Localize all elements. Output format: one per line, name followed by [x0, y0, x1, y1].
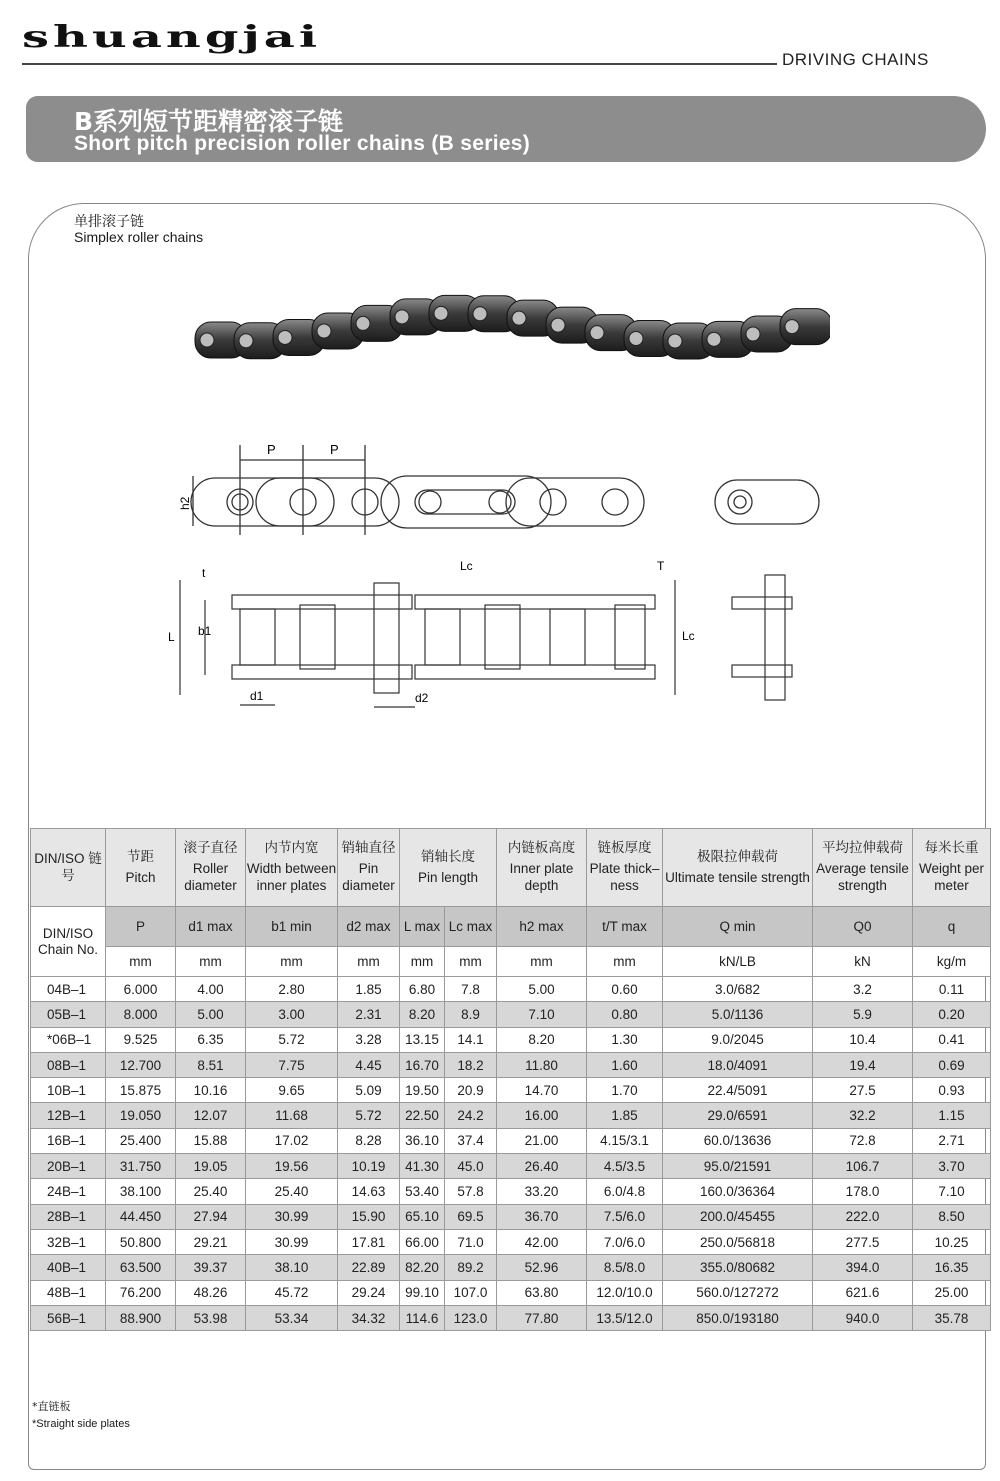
value-cell: 39.37: [176, 1255, 246, 1280]
section-title-cn: 单排滚子链: [74, 214, 144, 230]
unit-4: mm: [400, 947, 445, 977]
chain-pin: [707, 332, 721, 346]
value-cell: 2.80: [246, 977, 338, 1002]
value-cell: 107.0: [445, 1280, 497, 1305]
value-cell: 6.80: [400, 977, 445, 1002]
chain-pin: [746, 327, 760, 341]
value-cell: 19.050: [106, 1103, 176, 1128]
value-cell: 63.500: [106, 1255, 176, 1280]
value-cell: 15.875: [106, 1078, 176, 1103]
col-header-5: [400, 829, 497, 907]
table-row: [31, 1305, 991, 1330]
value-cell: 0.80: [587, 1002, 663, 1027]
value-cell: 5.00: [176, 1002, 246, 1027]
unit-5: mm: [445, 947, 497, 977]
col-header-cn: 极限拉伸载荷: [697, 848, 779, 865]
value-cell: 29.21: [176, 1229, 246, 1254]
label-Lc: Lc: [460, 559, 473, 573]
value-cell: 18.0/4091: [663, 1052, 813, 1077]
value-cell: 25.40: [176, 1179, 246, 1204]
value-cell: 560.0/127272: [663, 1280, 813, 1305]
value-cell: 7.5/6.0: [587, 1204, 663, 1229]
table-row: [31, 1204, 991, 1229]
unit-9: kN: [813, 947, 913, 977]
unit-10: kg/m: [913, 947, 991, 977]
col-header-cn: 链板厚度: [597, 840, 652, 857]
value-cell: 9.0/2045: [663, 1027, 813, 1052]
value-cell: 45.0: [445, 1154, 497, 1179]
header-row-units: [31, 947, 991, 977]
value-cell: 95.0/21591: [663, 1154, 813, 1179]
banner-title-en: Short pitch precision roller chains (B series): [74, 132, 531, 155]
label-p-2: P: [330, 442, 339, 457]
value-cell: 99.10: [400, 1280, 445, 1305]
value-cell: 53.34: [246, 1305, 338, 1330]
col-header-cn: 销轴直径: [341, 840, 396, 857]
value-cell: 21.00: [497, 1128, 587, 1153]
value-cell: 3.28: [338, 1027, 400, 1052]
banner-title-cn: B系列短节距精密滚子链: [74, 107, 344, 136]
value-cell: 19.4: [813, 1052, 913, 1077]
value-cell: 6.35: [176, 1027, 246, 1052]
value-cell: 42.00: [497, 1229, 587, 1254]
value-cell: 10.16: [176, 1078, 246, 1103]
value-cell: 88.900: [106, 1305, 176, 1330]
chain-pin: [395, 310, 409, 324]
value-cell: 14.1: [445, 1027, 497, 1052]
value-cell: 2.71: [913, 1128, 991, 1153]
col-header-en: Weight per meter: [918, 861, 985, 893]
chain-pin: [317, 324, 331, 338]
col-header-en: Ultimate tensile strength: [665, 869, 810, 885]
chain-no-cell: 16B–1: [31, 1128, 106, 1153]
col-header-en: Pin length: [417, 869, 479, 885]
value-cell: 1.85: [338, 977, 400, 1002]
col-header-1: [106, 829, 176, 907]
col-header-2: [176, 829, 246, 907]
label-p-1: P: [267, 442, 276, 457]
value-cell: 24.2: [445, 1103, 497, 1128]
value-cell: 9.525: [106, 1027, 176, 1052]
value-cell: 114.6: [400, 1305, 445, 1330]
value-cell: 25.400: [106, 1128, 176, 1153]
col-header-cn: 节距: [127, 848, 154, 865]
table-body: [31, 977, 991, 1331]
value-cell: 30.99: [246, 1204, 338, 1229]
symbol-0: P: [106, 907, 176, 947]
value-cell: 5.00: [497, 977, 587, 1002]
value-cell: 19.56: [246, 1154, 338, 1179]
value-cell: 6.000: [106, 977, 176, 1002]
symbol-9: Q0: [813, 907, 913, 947]
chain-side-view-diagram: [175, 440, 855, 550]
value-cell: 3.2: [813, 977, 913, 1002]
value-cell: 2.31: [338, 1002, 400, 1027]
col-header-cn: 平均拉伸载荷: [822, 840, 904, 857]
chain-pin: [551, 318, 565, 332]
value-cell: 22.4/5091: [663, 1078, 813, 1103]
chain-no-cell: 04B–1: [31, 977, 106, 1002]
symbol-10: q: [913, 907, 991, 947]
value-cell: 3.70: [913, 1154, 991, 1179]
value-cell: 178.0: [813, 1179, 913, 1204]
value-cell: 27.5: [813, 1078, 913, 1103]
col-header-10: [913, 829, 991, 907]
value-cell: 44.450: [106, 1204, 176, 1229]
value-cell: 25.00: [913, 1280, 991, 1305]
value-cell: 71.0: [445, 1229, 497, 1254]
value-cell: 16.35: [913, 1255, 991, 1280]
col-header-en: Pin diameter: [342, 861, 395, 893]
value-cell: 31.750: [106, 1154, 176, 1179]
table-row: [31, 1229, 991, 1254]
table-row: [31, 1078, 991, 1103]
col-header-cn: 内节内宽: [264, 840, 319, 857]
value-cell: 7.10: [497, 1002, 587, 1027]
value-cell: 32.2: [813, 1103, 913, 1128]
value-cell: 0.20: [913, 1002, 991, 1027]
unit-7: mm: [587, 947, 663, 977]
footnote-cn: *直链板: [32, 1400, 71, 1413]
value-cell: 13.5/12.0: [587, 1305, 663, 1330]
value-cell: 29.0/6591: [663, 1103, 813, 1128]
value-cell: 27.94: [176, 1204, 246, 1229]
value-cell: 66.00: [400, 1229, 445, 1254]
value-cell: 65.10: [400, 1204, 445, 1229]
value-cell: 60.0/13636: [663, 1128, 813, 1153]
value-cell: 222.0: [813, 1204, 913, 1229]
value-cell: 38.10: [246, 1255, 338, 1280]
table-row: [31, 1128, 991, 1153]
label-T: T: [657, 559, 665, 573]
col-header-9: [813, 829, 913, 907]
col-header-cn: 每米长重: [924, 840, 979, 857]
value-cell: 38.100: [106, 1179, 176, 1204]
value-cell: 15.90: [338, 1204, 400, 1229]
col-header-en: Average tensile strength: [816, 861, 909, 893]
value-cell: 53.40: [400, 1179, 445, 1204]
symbol-5: Lc max: [445, 907, 497, 947]
value-cell: 7.10: [913, 1179, 991, 1204]
value-cell: 82.20: [400, 1255, 445, 1280]
chain-no-cell: 40B–1: [31, 1255, 106, 1280]
chain-pin: [668, 334, 682, 348]
value-cell: 12.07: [176, 1103, 246, 1128]
label-b1: b1: [198, 624, 212, 638]
value-cell: 57.8: [445, 1179, 497, 1204]
value-cell: 10.19: [338, 1154, 400, 1179]
value-cell: 8.51: [176, 1052, 246, 1077]
value-cell: 29.24: [338, 1280, 400, 1305]
value-cell: 76.200: [106, 1280, 176, 1305]
value-cell: 52.96: [497, 1255, 587, 1280]
col-header-en: Width between inner plates: [246, 861, 337, 893]
value-cell: 14.63: [338, 1179, 400, 1204]
chain-no-cell: 48B–1: [31, 1280, 106, 1305]
value-cell: 17.02: [246, 1128, 338, 1153]
value-cell: 200.0/45455: [663, 1204, 813, 1229]
value-cell: 160.0/36364: [663, 1179, 813, 1204]
value-cell: 4.15/3.1: [587, 1128, 663, 1153]
col-header-en: Pitch: [125, 869, 156, 885]
chain-no-cell: 56B–1: [31, 1305, 106, 1330]
value-cell: 8.28: [338, 1128, 400, 1153]
value-cell: 0.11: [913, 977, 991, 1002]
value-cell: 3.00: [246, 1002, 338, 1027]
symbol-3: d2 max: [338, 907, 400, 947]
chain-pin: [512, 311, 526, 325]
chain-no-cell: 05B–1: [31, 1002, 106, 1027]
value-cell: 19.05: [176, 1154, 246, 1179]
table-row: [31, 977, 991, 1002]
header-row-symbols: [31, 907, 991, 947]
value-cell: 7.75: [246, 1052, 338, 1077]
value-cell: 18.2: [445, 1052, 497, 1077]
chain-no-cell: 24B–1: [31, 1179, 106, 1204]
value-cell: 5.09: [338, 1078, 400, 1103]
table-row: [31, 1002, 991, 1027]
chain-pin: [356, 316, 370, 330]
value-cell: 13.15: [400, 1027, 445, 1052]
value-cell: 36.10: [400, 1128, 445, 1153]
value-cell: 16.00: [497, 1103, 587, 1128]
value-cell: 5.0/1136: [663, 1002, 813, 1027]
col-header-8: [663, 829, 813, 907]
value-cell: 5.72: [338, 1103, 400, 1128]
label-Lc-2: Lc: [682, 629, 695, 643]
value-cell: 6.0/4.8: [587, 1179, 663, 1204]
value-cell: 8.20: [497, 1027, 587, 1052]
chain-photo-illustration: [185, 282, 830, 382]
chain-no-cell: 08B–1: [31, 1052, 106, 1077]
label-d2: d2: [415, 691, 429, 705]
value-cell: 12.700: [106, 1052, 176, 1077]
label-L: L: [168, 630, 175, 644]
symbol-1: d1 max: [176, 907, 246, 947]
chain-pin: [278, 330, 292, 344]
col-header-6: [497, 829, 587, 907]
col-header-3: [246, 829, 338, 907]
value-cell: 394.0: [813, 1255, 913, 1280]
symbol-6: h2 max: [497, 907, 587, 947]
value-cell: 850.0/193180: [663, 1305, 813, 1330]
value-cell: 106.7: [813, 1154, 913, 1179]
value-cell: 8.20: [400, 1002, 445, 1027]
value-cell: 26.40: [497, 1154, 587, 1179]
value-cell: 0.93: [913, 1078, 991, 1103]
title-banner: [26, 96, 986, 162]
chain-top-view-diagram: [160, 555, 860, 725]
chain-spec-table: [30, 828, 991, 1331]
value-cell: 0.69: [913, 1052, 991, 1077]
symbol-4: L max: [400, 907, 445, 947]
table-row: [31, 1052, 991, 1077]
value-cell: 89.2: [445, 1255, 497, 1280]
table-row: [31, 1280, 991, 1305]
value-cell: 11.68: [246, 1103, 338, 1128]
table-row: [31, 1103, 991, 1128]
chain-pin: [434, 306, 448, 320]
chain-no-cell: 12B–1: [31, 1103, 106, 1128]
value-cell: 123.0: [445, 1305, 497, 1330]
value-cell: 0.60: [587, 977, 663, 1002]
value-cell: 50.800: [106, 1229, 176, 1254]
footnote-en: *Straight side plates: [32, 1418, 130, 1430]
section-title-en: Simplex roller chains: [74, 229, 204, 245]
value-cell: 3.0/682: [663, 977, 813, 1002]
value-cell: 1.85: [587, 1103, 663, 1128]
value-cell: 355.0/80682: [663, 1255, 813, 1280]
unit-6: mm: [497, 947, 587, 977]
col-header-cn: 滚子直径: [183, 840, 238, 857]
chain-pin: [590, 326, 604, 340]
header-rule: [22, 63, 777, 65]
unit-2: mm: [246, 947, 338, 977]
symbol-8: Q min: [663, 907, 813, 947]
value-cell: 1.30: [587, 1027, 663, 1052]
value-cell: 9.65: [246, 1078, 338, 1103]
symbol-2: b1 min: [246, 907, 338, 947]
value-cell: 10.25: [913, 1229, 991, 1254]
table-row: [31, 1179, 991, 1204]
value-cell: 45.72: [246, 1280, 338, 1305]
chain-no-en-header: DIN/ISO Chain No.: [31, 907, 106, 977]
value-cell: 22.50: [400, 1103, 445, 1128]
col-header-cn: 内链板高度: [507, 840, 576, 857]
col-header-0: [31, 829, 106, 907]
chain-pin: [239, 334, 253, 348]
value-cell: 5.72: [246, 1027, 338, 1052]
col-header-en: Inner plate depth: [509, 861, 574, 893]
unit-1: mm: [176, 947, 246, 977]
value-cell: 11.80: [497, 1052, 587, 1077]
value-cell: 4.45: [338, 1052, 400, 1077]
value-cell: 5.9: [813, 1002, 913, 1027]
unit-0: mm: [106, 947, 176, 977]
chain-no-cell: 28B–1: [31, 1204, 106, 1229]
value-cell: 77.80: [497, 1305, 587, 1330]
value-cell: 1.70: [587, 1078, 663, 1103]
col-header-chain-no: DIN/ISO 链号: [34, 850, 102, 883]
value-cell: 16.70: [400, 1052, 445, 1077]
chain-pin: [200, 333, 214, 347]
col-header-en: Roller diameter: [184, 861, 237, 893]
header-row-names: [31, 829, 991, 907]
value-cell: 22.89: [338, 1255, 400, 1280]
chain-no-cell: 32B–1: [31, 1229, 106, 1254]
value-cell: 4.00: [176, 977, 246, 1002]
value-cell: 35.78: [913, 1305, 991, 1330]
table-row: [31, 1027, 991, 1052]
value-cell: 15.88: [176, 1128, 246, 1153]
chain-no-cell: 10B–1: [31, 1078, 106, 1103]
value-cell: 72.8: [813, 1128, 913, 1153]
value-cell: 621.6: [813, 1280, 913, 1305]
value-cell: 48.26: [176, 1280, 246, 1305]
value-cell: 7.8: [445, 977, 497, 1002]
symbol-7: t/T max: [587, 907, 663, 947]
value-cell: 17.81: [338, 1229, 400, 1254]
value-cell: 1.60: [587, 1052, 663, 1077]
value-cell: 7.0/6.0: [587, 1229, 663, 1254]
chain-no-cell: *06B–1: [31, 1027, 106, 1052]
chain-no-cell: 20B–1: [31, 1154, 106, 1179]
chain-pin: [785, 320, 799, 334]
value-cell: 53.98: [176, 1305, 246, 1330]
value-cell: 36.70: [497, 1204, 587, 1229]
value-cell: 34.32: [338, 1305, 400, 1330]
brand-logo: shuangjai: [22, 19, 322, 55]
value-cell: 277.5: [813, 1229, 913, 1254]
value-cell: 1.15: [913, 1103, 991, 1128]
value-cell: 8.000: [106, 1002, 176, 1027]
value-cell: 940.0: [813, 1305, 913, 1330]
value-cell: 8.9: [445, 1002, 497, 1027]
unit-8: kN/LB: [663, 947, 813, 977]
chain-pin: [473, 307, 487, 321]
col-header-4: [338, 829, 400, 907]
table-row: [31, 1255, 991, 1280]
col-header-en: Plate thick–ness: [589, 861, 660, 893]
value-cell: 69.5: [445, 1204, 497, 1229]
chain-pin: [629, 332, 643, 346]
value-cell: 19.50: [400, 1078, 445, 1103]
table-row: [31, 1154, 991, 1179]
value-cell: 12.0/10.0: [587, 1280, 663, 1305]
value-cell: 4.5/3.5: [587, 1154, 663, 1179]
label-t: t: [202, 566, 206, 580]
value-cell: 63.80: [497, 1280, 587, 1305]
value-cell: 37.4: [445, 1128, 497, 1153]
value-cell: 250.0/56818: [663, 1229, 813, 1254]
value-cell: 30.99: [246, 1229, 338, 1254]
value-cell: 14.70: [497, 1078, 587, 1103]
label-h2: h2: [178, 496, 192, 510]
category-label: DRIVING CHAINS: [782, 50, 929, 69]
value-cell: 33.20: [497, 1179, 587, 1204]
value-cell: 20.9: [445, 1078, 497, 1103]
value-cell: 10.4: [813, 1027, 913, 1052]
value-cell: 8.5/8.0: [587, 1255, 663, 1280]
label-d1: d1: [250, 689, 264, 703]
value-cell: 0.41: [913, 1027, 991, 1052]
value-cell: 41.30: [400, 1154, 445, 1179]
unit-3: mm: [338, 947, 400, 977]
value-cell: 25.40: [246, 1179, 338, 1204]
col-header-7: [587, 829, 663, 907]
col-header-cn: 销轴长度: [421, 848, 475, 865]
value-cell: 8.50: [913, 1204, 991, 1229]
